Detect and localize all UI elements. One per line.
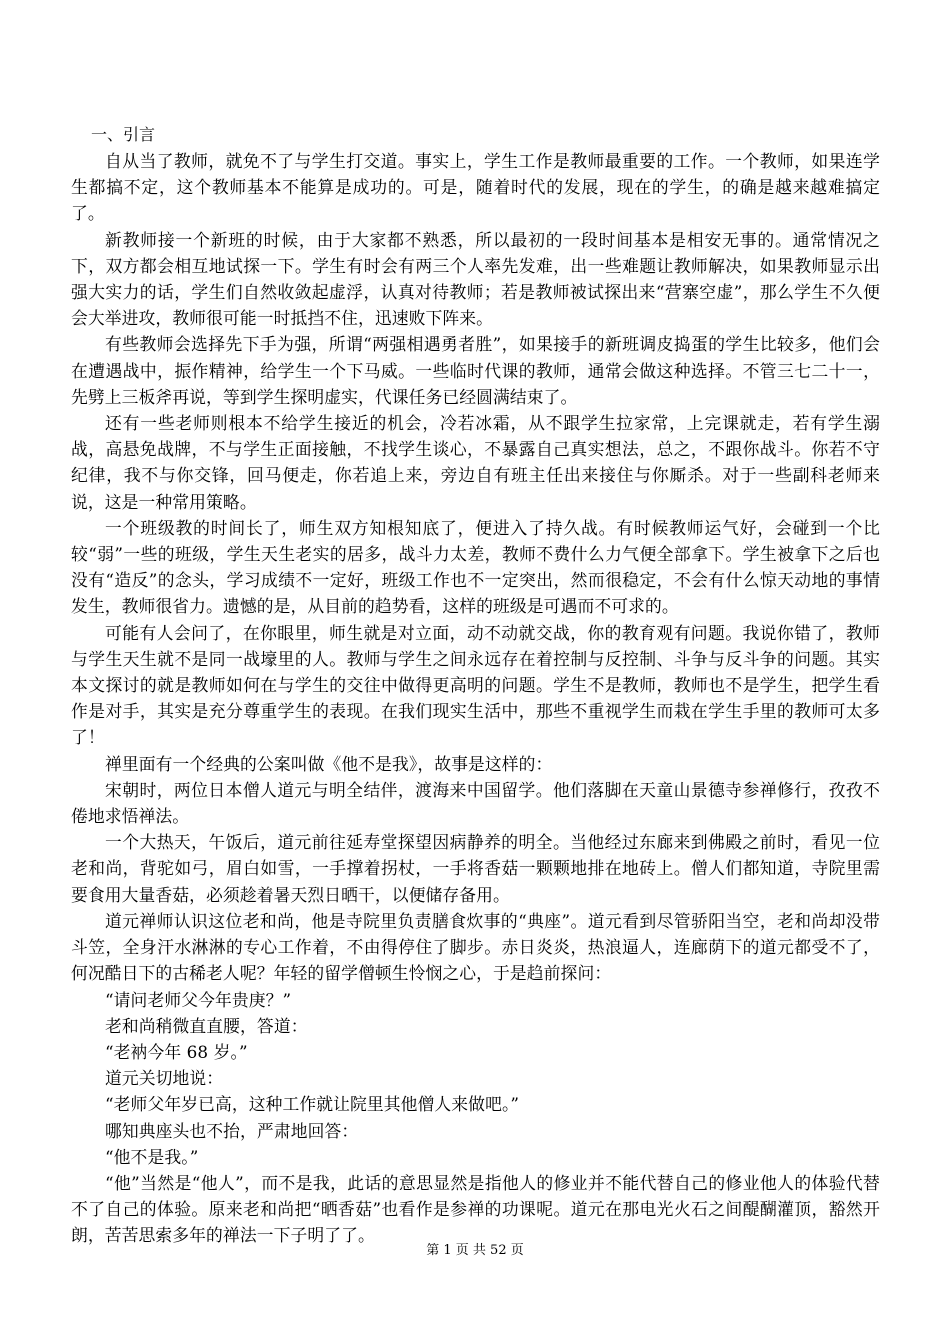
paragraph: 道元关切地说： [105,1068,224,1089]
dialogue-line: “老师父年岁已高，这种工作就让院里其他僧人来做吧。” [105,1094,520,1115]
paragraph: 一个大热天，午饭后，道元前往延寿堂探望因病静养的明全。当他经过东廊来到佛殿之前时，看见一位老和尚，背驼如弓，眉白如雪，一手撑着拐杖，一手将香菇一颗颗地排在地砖上。僧人们都知道，寺院里需要食用大量香菇，必须趁着暑天烈日晒干，以便储存备用。 [71,832,880,905]
paragraph: 新教师接一个新班的时候，由于大家都不熟悉，所以最初的一段时间基本是相安无事的。通常情况之下，双方都会相互地试探一下。学生有时会有两三个人率先发难，出一些难题让教师解决，如果教师显示出强大实力的话，学生们自然收敛起虚浮，认真对待教师；若是教师被试探出来“营寨空虚”，那么学生不久便会大举进攻，教师很可能一时抵挡不住，迅速败下阵来。 [71,229,880,329]
paragraph: 可能有人会问了，在你眼里，师生就是对立面，动不动就交战，你的教育观有问题。我说你错了，教师与学生天生就不是同一战壕里的人。教师与学生之间永远存在着控制与反控制、斗争与反斗争的问题。其实本文探讨的就是教师如何在与学生的交往中做得更高明的问题。学生不是教师，教师也不是学生，把学生看作是对手，其实是充分尊重学生的表现。在我们现实生活中，那些不重视学生而栽在学生手里的教师可太多了！ [71,622,880,748]
paragraph: 道元禅师认识这位老和尚，他是寺院里负责膳食炊事的“典座”。道元看到尽管骄阳当空，老和尚却没带斗笠，全身汗水淋淋的专心工作着，不由得停住了脚步。赤日炎炎，热浪逼人，连廊荫下的道元都受不了，何况酷日下的古稀老人呢？年轻的留学僧顿生怜悯之心，于是趋前探问： [71,910,880,984]
paragraph: 自从当了教师，就免不了与学生打交道。事实上，学生工作是教师最重要的工作。一个教师，如果连学生都搞不定，这个教师基本不能算是成功的。可是，随着时代的发展，现在的学生，的确是越来越难搞定了。 [71,151,880,224]
dialogue-line: “他不是我。” [105,1146,199,1167]
dialogue-line: “老衲今年 68 岁。” [105,1041,248,1062]
paragraph: 有些教师会选择先下手为强，所谓“两强相遇勇者胜”，如果接手的新班调皮捣蛋的学生比较多，他们会在遭遇战中，振作精神，给学生一个下马威。一些临时代课的教师，通常会做这种选择。不管三七二十一，先劈上三板斧再说，等到学生探明虚实，代课任务已经圆满结束了。 [71,334,880,407]
paragraph: 禅里面有一个经典的公案叫做《他不是我》，故事是这样的： [105,753,553,774]
dialogue-line: “请问老师父今年贵庚？” [105,989,292,1010]
page-footer: 第 1 页 共 52 页 [426,1243,524,1258]
paragraph: 老和尚稍微直直腰，答道： [105,1015,308,1036]
paragraph: 一个班级教的时间长了，师生双方知根知底了，便进入了持久战。有时候教师运气好，会碰到一个比较“弱”一些的班级，学生天生老实的居多，战斗力太差，教师不费什么力气便全部拿下。学生被拿下之后也没有“造反”的念头，学习成绩不一定好，班级工作也不一定突出，然而很稳定，不会有什么惊天动地的事情发生，教师很省力。遗憾的是，从目前的趋势看，这样的班级是可遇而不可求的。 [71,517,880,617]
paragraph: 哪知典座头也不抬，严肃地回答： [105,1120,359,1141]
paragraph: 还有一些老师则根本不给学生接近的机会，冷若冰霜，从不跟学生拉家常，上完课就走，若有学生溺战，高悬免战牌，不与学生正面接触，不找学生谈心，不暴露自己真实想法，总之，不跟你战斗。你若不守纪律，我不与你交锋，回马便走，你若追上来，旁边自有班主任出来接住与你厮杀。对于一些副科老师来说，这是一种常用策略。 [71,413,880,512]
paragraph: 宋朝时，两位日本僧人道元与明全结伴，渡海来中国留学。他们落脚在天童山景德寺参禅修行，孜孜不倦地求悟禅法。 [71,779,880,827]
section-heading: 一、引言 [91,125,156,144]
paragraph: “他”当然是“他人”，而不是我，此话的意思显然是指他人的修业并不能代替自己的修业他人的体验代替不了自己的体验。原来老和尚把“晒香菇”也看作是参禅的功课呢。道元在那电光火石之间醍醐灌顶，豁然开朗，苦苦思索多年的禅法一下子明了了。 [71,1172,880,1246]
document-body [71,121,880,1249]
